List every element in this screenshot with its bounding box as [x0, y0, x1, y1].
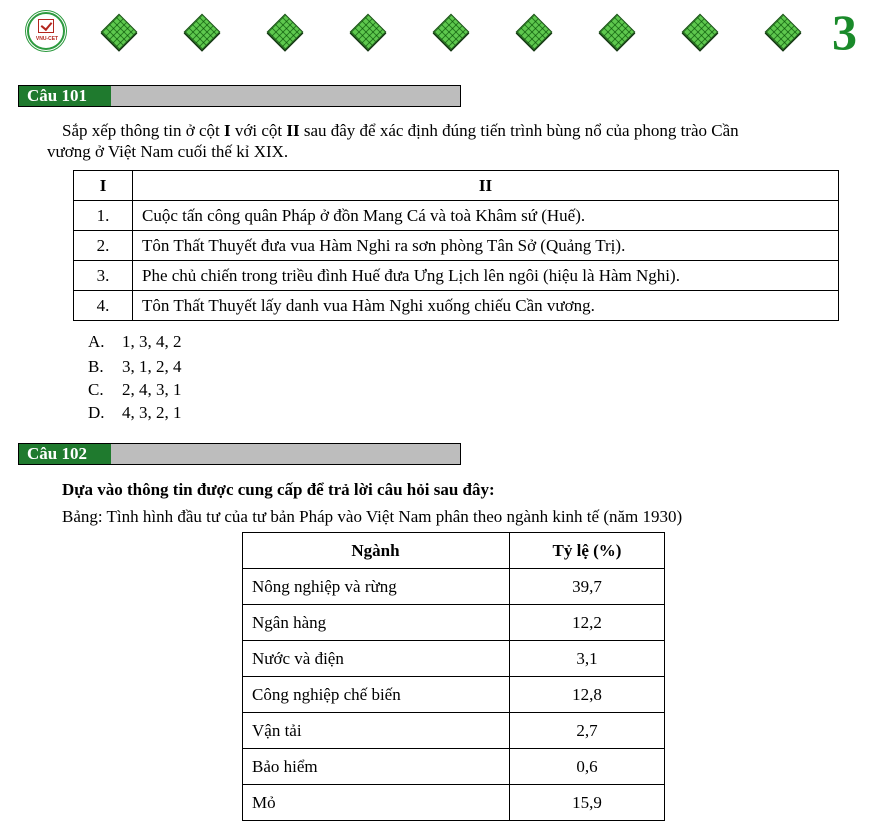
table-row: Bảo hiểm 0,6	[243, 749, 665, 785]
question-instruction: Dựa vào thông tin được cung cấp để trả lời câu hỏi sau đây:	[62, 480, 495, 499]
answer-option-d[interactable]: D. 4, 3, 2, 1	[88, 403, 182, 422]
answer-option-c[interactable]: C. 2, 4, 3, 1	[88, 380, 182, 399]
diamond-icon	[765, 14, 802, 51]
diamond-icon	[599, 14, 636, 51]
vnu-cet-logo: VNU-CET	[27, 12, 65, 50]
table-header-row: Ngành Tỷ lệ (%)	[243, 533, 665, 569]
table-caption: Bảng: Tình hình đầu tư của tư bản Pháp vào Việt Nam phân theo ngành kinh tế (năm 1930)	[62, 507, 683, 526]
table-row: Công nghiệp chế biến 12,8	[243, 677, 665, 713]
table-row: Vận tải 2,7	[243, 713, 665, 749]
question-stem: Sắp xếp thông tin ở cột I với cột II sau đây để xác định đúng tiến trình bùng nổ của phong trào Cần	[62, 121, 739, 140]
diamond-icon	[682, 14, 719, 51]
table-row: Nông nghiệp và rừng 39,7	[243, 569, 665, 605]
table-row: 2. Tôn Thất Thuyết đưa vua Hàm Nghi ra sơn phòng Tân Sở (Quảng Trị).	[74, 231, 839, 261]
diamond-icon	[184, 14, 221, 51]
table-row: Ngân hàng 12,2	[243, 605, 665, 641]
investment-table	[242, 532, 665, 821]
question-stem-line2: vương ở Việt Nam cuối thế kỉ XIX.	[47, 142, 289, 161]
page-header	[0, 0, 895, 70]
diamond-icon	[350, 14, 387, 51]
table-row: 4. Tôn Thất Thuyết lấy danh vua Hàm Nghi xuống chiếu Cần vương.	[74, 291, 839, 321]
matching-table	[73, 170, 839, 321]
answer-option-a[interactable]: A. 1, 3, 4, 2	[88, 332, 182, 351]
diamond-icon	[101, 14, 138, 51]
table-row: Nước và điện 3,1	[243, 641, 665, 677]
diamond-icon	[433, 14, 470, 51]
checkbox-icon	[38, 19, 54, 33]
table-row: Mỏ 15,9	[243, 785, 665, 821]
diamond-icon	[267, 14, 304, 51]
table-row: 1. Cuộc tấn công quân Pháp ở đồn Mang Cá và toà Khâm sứ (Huế).	[74, 201, 839, 231]
answer-option-b[interactable]: B. 3, 1, 2, 4	[88, 357, 182, 376]
question-label-bar	[18, 443, 461, 465]
table-header-row: I II	[74, 171, 839, 201]
question-label: Câu 101	[19, 86, 111, 106]
table-row: 3. Phe chủ chiến trong triều đình Huế đưa Ưng Lịch lên ngôi (hiệu là Hàm Nghi).	[74, 261, 839, 291]
page-number: 3	[832, 4, 857, 60]
question-label: Câu 102	[19, 444, 111, 464]
diamond-icon	[516, 14, 553, 51]
question-label-bar	[18, 85, 461, 107]
